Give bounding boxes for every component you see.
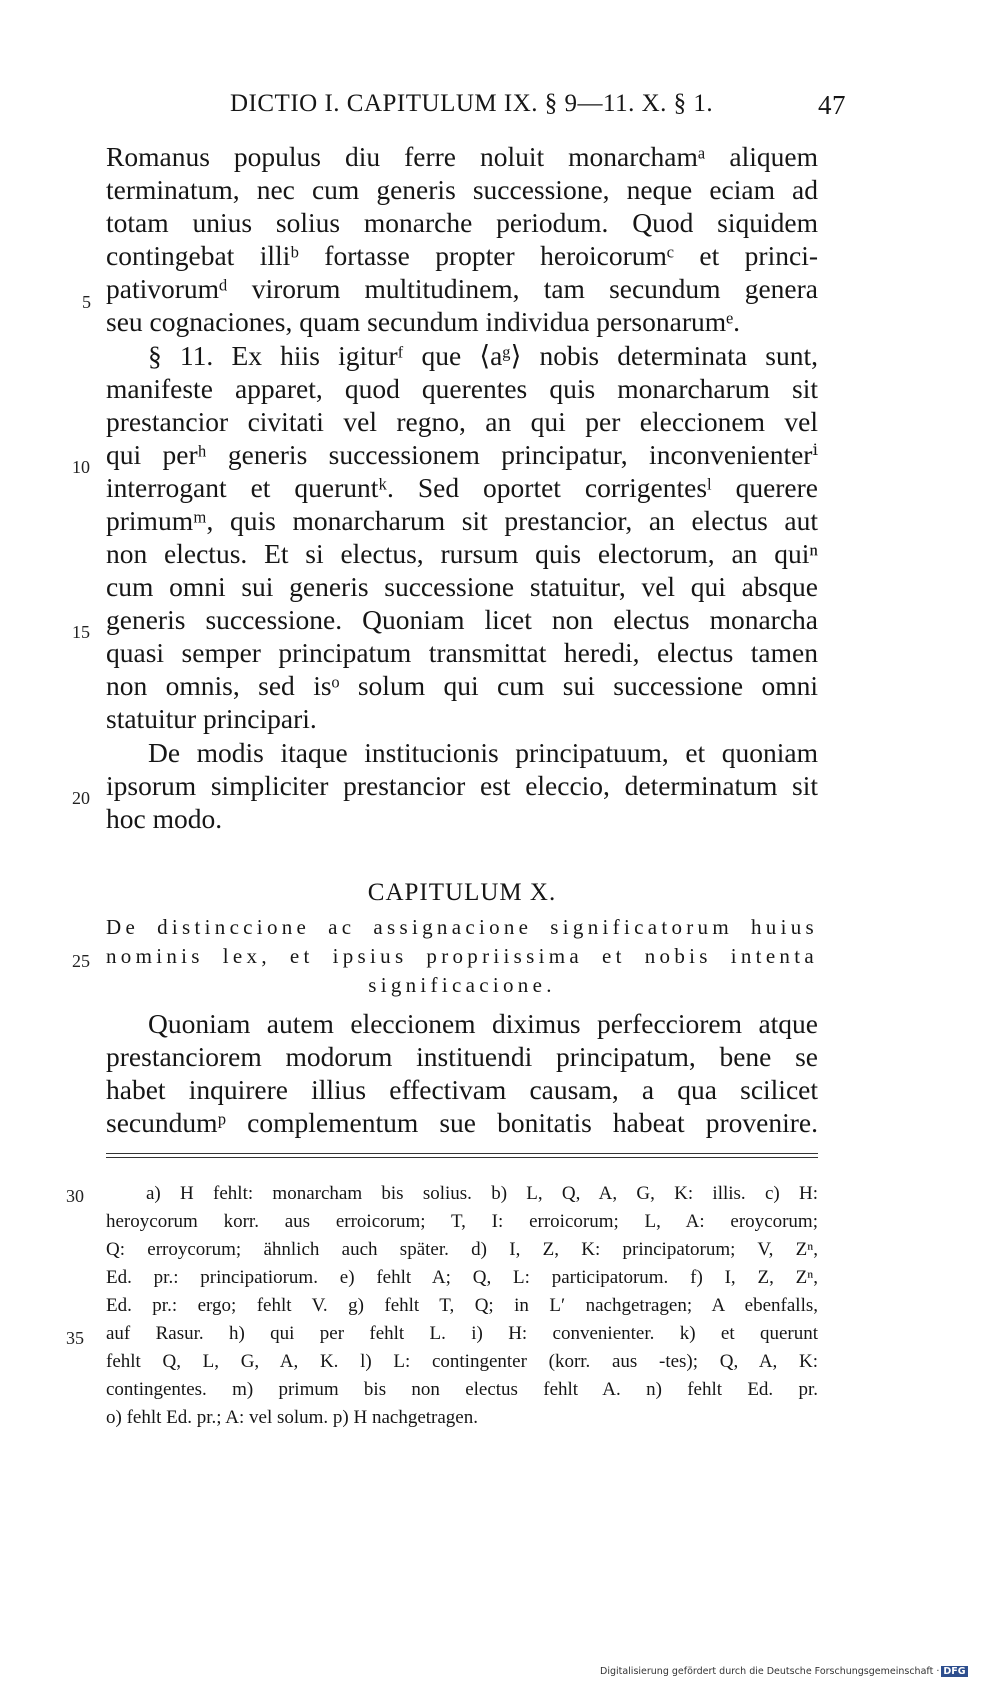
page-number: 47 (818, 90, 846, 120)
text-line: cum omni sui generis successione statuitur, vel qui absque (106, 571, 818, 602)
text-line: De modis itaque institucionis principatuum, et quoniam (148, 737, 818, 768)
text-line: non electus. Et si electus, rursum quis electorum, an quiⁿ (106, 538, 818, 569)
footnote-line: auf Rasur. h) qui per fehlt L. i) H: convenienter. k) et querunt (106, 1323, 818, 1344)
line-number: 5 (82, 292, 91, 312)
text-line: generis successione. Quoniam licet non electus monarcha (106, 604, 818, 635)
text-line: secundumᵖ complementum sue bonitatis habeat provenire. (106, 1107, 818, 1138)
digitization-credit (600, 1666, 968, 1677)
text-line: Romanus populus diu ferre noluit monarchamᵃ aliquem (106, 141, 818, 172)
chapter-heading: CAPITULUM X. (367, 879, 557, 906)
text-line: quasi semper principatum transmittat heredi, electus tamen (106, 637, 818, 668)
footnote-line: o) fehlt Ed. pr.; A: vel solum. p) H nachgetragen. (106, 1407, 478, 1428)
footnote-line: fehlt Q, L, G, A, K. l) L: contingenter (korr. aus -tes); Q, A, K: (106, 1351, 818, 1372)
line-number: 30 (66, 1186, 84, 1206)
footnote-line: Ed. pr.: principatiorum. e) fehlt A; Q, L: participatorum. f) I, Z, Zⁿ, (106, 1267, 818, 1288)
running-title: DICTIO I. CAPITULUM IX. § 9—11. X. § 1. (230, 90, 714, 117)
text-line: terminatum, nec cum generis successione, neque eciam ad (106, 174, 818, 205)
footnote-line: Q: erroycorum; ähnlich auch später. d) I, Z, K: principatorum; V, Zⁿ, (106, 1239, 818, 1260)
text-line: interrogant et queruntᵏ. Sed oportet corrigentesˡ querere (106, 472, 818, 503)
text-line: pativorumᵈ virorum multitudinem, tam secundum genera (106, 273, 818, 304)
footnote-line: Ed. pr.: ergo; fehlt V. g) fehlt T, Q; in L′ nachgetragen; A ebenfalls, (106, 1295, 818, 1316)
line-number: 20 (72, 788, 90, 808)
text-line: habet inquirere illius effectivam causam, a qua scilicet (106, 1074, 818, 1105)
footnote-rule (106, 1157, 818, 1158)
line-number: 10 (72, 457, 90, 477)
footnote-line: contingentes. m) primum bis non electus fehlt A. n) fehlt Ed. pr. (106, 1379, 818, 1400)
text-line: non omnis, sed isᵒ solum qui cum sui successione omni (106, 670, 818, 701)
footnote-rule (106, 1153, 818, 1154)
footnote-line: heroycorum korr. aus erroicorum; T, I: erroicorum; L, A: eroycorum; (106, 1211, 818, 1232)
text-line: manifeste apparet, quod querentes quis monarcharum sit (106, 373, 818, 404)
dfg-logo: DFG (943, 1666, 966, 1677)
text-line: statuitur principari. (106, 703, 317, 734)
text-line: hoc modo. (106, 803, 223, 834)
line-number: 35 (66, 1328, 84, 1348)
footnote-line: a) H fehlt: monarcham bis solius. b) L, Q, A, G, K: illis. c) H: (146, 1183, 818, 1204)
credit-text: Digitalisierung gefördert durch die Deutsche Forschungsgemeinschaft · (600, 1666, 940, 1677)
line-number: 15 (72, 622, 90, 642)
text-line: primumᵐ, quis monarcharum sit prestancior, an electus aut (106, 505, 818, 536)
text-line: prestancior civitati vel regno, an qui per eleccionem vel (106, 406, 818, 437)
text-line: prestanciorem modorum instituendi principatum, bene se (106, 1041, 818, 1072)
line-number: 25 (72, 951, 90, 971)
text-line: totam unius solius monarche periodum. Quod siquidem (106, 207, 818, 238)
text-line: ipsorum simpliciter prestancior est eleccio, determinatum sit (106, 770, 818, 801)
text-line: qui perʰ generis successionem principatur, inconvenienterⁱ (106, 439, 818, 470)
chapter-subtitle-line: De distinccione ac assignacione significatorum huius (106, 915, 818, 939)
chapter-subtitle-line: nominis lex, et ipsius propriissima et nobis intenta (106, 944, 818, 968)
text-line: seu cognaciones, quam secundum individua personarumᵉ. (106, 306, 741, 337)
text-line: Quoniam autem eleccionem diximus perfecciorem atque (148, 1008, 818, 1039)
text-line: § 11. Ex hiis igiturᶠ que ⟨aᵍ⟩ nobis determinata sunt, (148, 340, 818, 371)
chapter-subtitle-line: significacione. (368, 973, 556, 997)
text-line: contingebat illiᵇ fortasse propter heroicorumᶜ et princi- (106, 240, 818, 271)
